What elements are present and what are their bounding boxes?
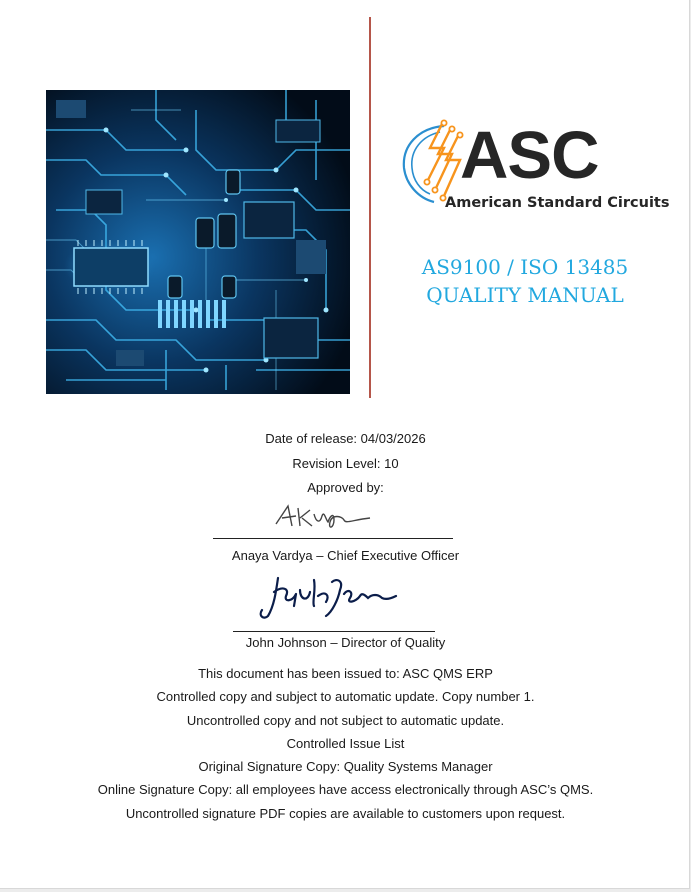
- signature-vardya: [270, 500, 374, 532]
- controlled-copy-note: Controlled copy and subject to automatic update. Copy number 1.: [156, 689, 535, 704]
- signature-line-2: [233, 631, 435, 632]
- circuit-board-image: [46, 90, 350, 394]
- issued-to: This document has been issued to: ASC QMS ERP: [198, 666, 493, 681]
- issue-list-heading: Controlled Issue List: [286, 736, 405, 751]
- approver-1-name: Anaya Vardya – Chief Executive Officer: [231, 548, 460, 563]
- pdf-copies-note: Uncontrolled signature PDF copies are available to customers upon request.: [125, 806, 566, 821]
- approver-2-name: John Johnson – Director of Quality: [245, 635, 446, 650]
- vertical-divider: [369, 17, 371, 398]
- signature-line-1: [213, 538, 453, 539]
- online-signature-copy: Online Signature Copy: all employees have access electronically through ASC’s QMS.: [97, 782, 594, 797]
- logo-company-name: American Standard Circuits: [445, 195, 670, 211]
- title-line-1: AS9100 / ISO 13485: [421, 255, 629, 279]
- document-title: [385, 253, 665, 309]
- release-date: Date of release: 04/03/2026: [265, 431, 426, 446]
- signature-johnson: [256, 572, 398, 622]
- revision-level: Revision Level: 10: [292, 456, 399, 471]
- uncontrolled-copy-note: Uncontrolled copy and not subject to automatic update.: [186, 713, 505, 728]
- title-line-2: QUALITY MANUAL: [426, 283, 624, 307]
- logo-wordmark: ASC: [460, 118, 599, 193]
- approved-by-label: Approved by:: [307, 480, 384, 495]
- original-signature-copy: Original Signature Copy: Quality Systems Manager: [198, 759, 493, 774]
- company-logo: [400, 118, 670, 216]
